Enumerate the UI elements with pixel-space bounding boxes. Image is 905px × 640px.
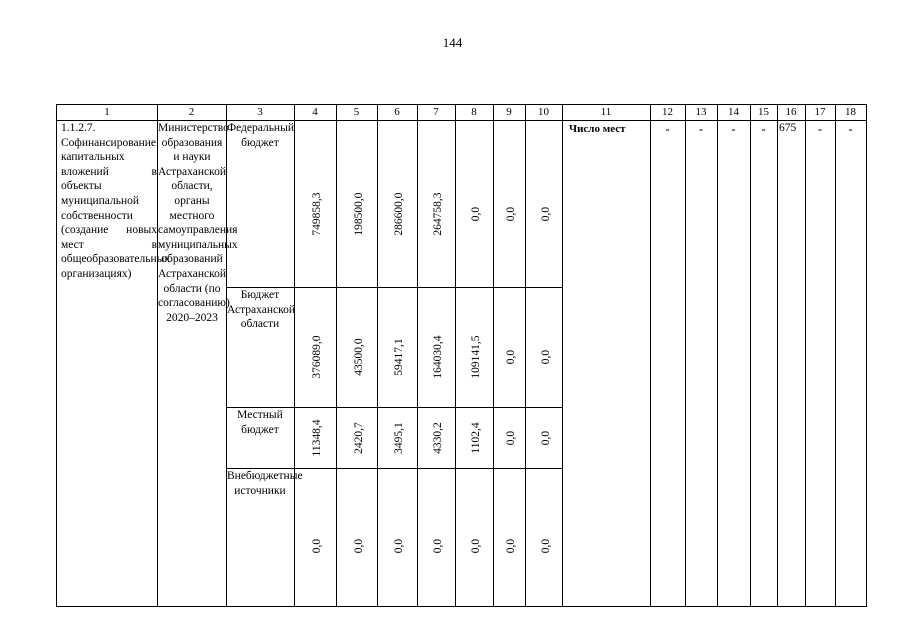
source-name-local: Местный бюджет: [237, 409, 283, 436]
column-divider: [336, 105, 337, 606]
column-number-14: 14: [728, 106, 739, 118]
value-cell: 286600,0: [393, 191, 405, 236]
column-number-10: 10: [538, 106, 549, 118]
indicator-col-13: -: [699, 122, 703, 136]
column-divider: [226, 105, 227, 606]
value-cell: 0,0: [470, 206, 482, 221]
measure-name: 1.1.2.7. Софинансирование капитальных вложений в объекты муниципальной собственности (создание новых мест в общеобразовательных организациях): [61, 122, 171, 280]
column-divider: [455, 105, 456, 606]
column-number-2: 2: [188, 106, 195, 118]
value-cell: 4330,2: [432, 421, 444, 454]
column-divider: [777, 105, 778, 606]
value-cell: 0,0: [311, 538, 323, 554]
indicator-col-14: -: [731, 122, 736, 136]
column-number-18: 18: [845, 106, 856, 118]
value-cell: 0,0: [539, 430, 552, 445]
column-divider: [650, 105, 651, 606]
column-divider: [685, 105, 686, 606]
column-divider: [417, 105, 418, 606]
column-divider: [717, 105, 718, 606]
value-cell: 376089,0: [311, 335, 323, 379]
value-cell: 0,0: [505, 206, 517, 221]
column-number-16: 16: [785, 106, 797, 118]
column-number-11: 11: [600, 106, 612, 118]
column-number-8: 8: [471, 106, 477, 118]
column-divider: [805, 105, 806, 606]
column-number-9: 9: [506, 106, 512, 118]
responsible-executor: Министерство образования и науки Астраханской области, органы местного самоуправления муниципальных образований Астраханской области (по согласованию) 2020–2023: [158, 122, 238, 324]
column-number-7: 7: [433, 106, 439, 118]
column-divider: [835, 105, 836, 606]
value-cell: 0,0: [505, 430, 517, 445]
value-cell: 3495,1: [393, 421, 405, 454]
column-number-15: 15: [758, 106, 769, 118]
column-number-4: 4: [312, 106, 318, 118]
value-cell: 0,0: [505, 538, 517, 554]
page-number: 144: [442, 35, 463, 50]
value-cell: 11348,4: [311, 419, 323, 456]
column-number-5: 5: [353, 106, 360, 118]
value-cell: 2420,7: [352, 421, 365, 454]
value-cell: 109141,5: [470, 335, 482, 379]
column-divider: [294, 105, 295, 606]
value-cell: 43500,0: [352, 338, 365, 376]
indicator-name: Число мест: [569, 123, 626, 135]
indicator-col-12: -: [665, 122, 670, 136]
column-number-17: 17: [814, 106, 826, 118]
value-cell: 0,0: [539, 206, 552, 221]
value-cell: 0,0: [539, 349, 552, 365]
value-cell: 198500,0: [352, 191, 365, 236]
source-name-extrabudgetary: Внебюджетные источники: [227, 470, 303, 497]
indicator-col-17: -: [818, 122, 822, 136]
indicator-col-16: 675: [779, 122, 797, 134]
value-cell: 0,0: [432, 538, 444, 554]
column-number-3: 3: [257, 106, 263, 118]
value-cell: 1102,4: [470, 421, 482, 454]
source-name-federal: Федеральный бюджет: [227, 122, 294, 149]
value-cell: 0,0: [539, 538, 552, 554]
value-cell: 59417,1: [393, 338, 405, 376]
column-divider: [377, 105, 378, 606]
indicator-col-18: -: [848, 122, 853, 136]
column-number-13: 13: [695, 106, 707, 118]
value-cell: 0,0: [505, 349, 517, 365]
column-divider: [750, 105, 751, 606]
value-cell: 749858,3: [311, 191, 323, 236]
value-cell: 0,0: [470, 538, 482, 554]
indicator-col-15: -: [761, 122, 766, 136]
source-name-regional: Бюджет Астраханской области: [227, 289, 296, 331]
column-divider: [562, 105, 563, 606]
value-cell: 164030,4: [432, 335, 444, 379]
column-divider: [493, 105, 494, 606]
value-cell: 0,0: [352, 538, 365, 554]
column-number-6: 6: [394, 106, 400, 118]
column-number-1: 1: [104, 106, 110, 118]
value-cell: 264758,3: [432, 191, 444, 236]
budget-table: [56, 104, 867, 607]
value-cell: 0,0: [393, 538, 405, 554]
column-divider: [525, 105, 526, 606]
column-number-12: 12: [662, 106, 673, 118]
